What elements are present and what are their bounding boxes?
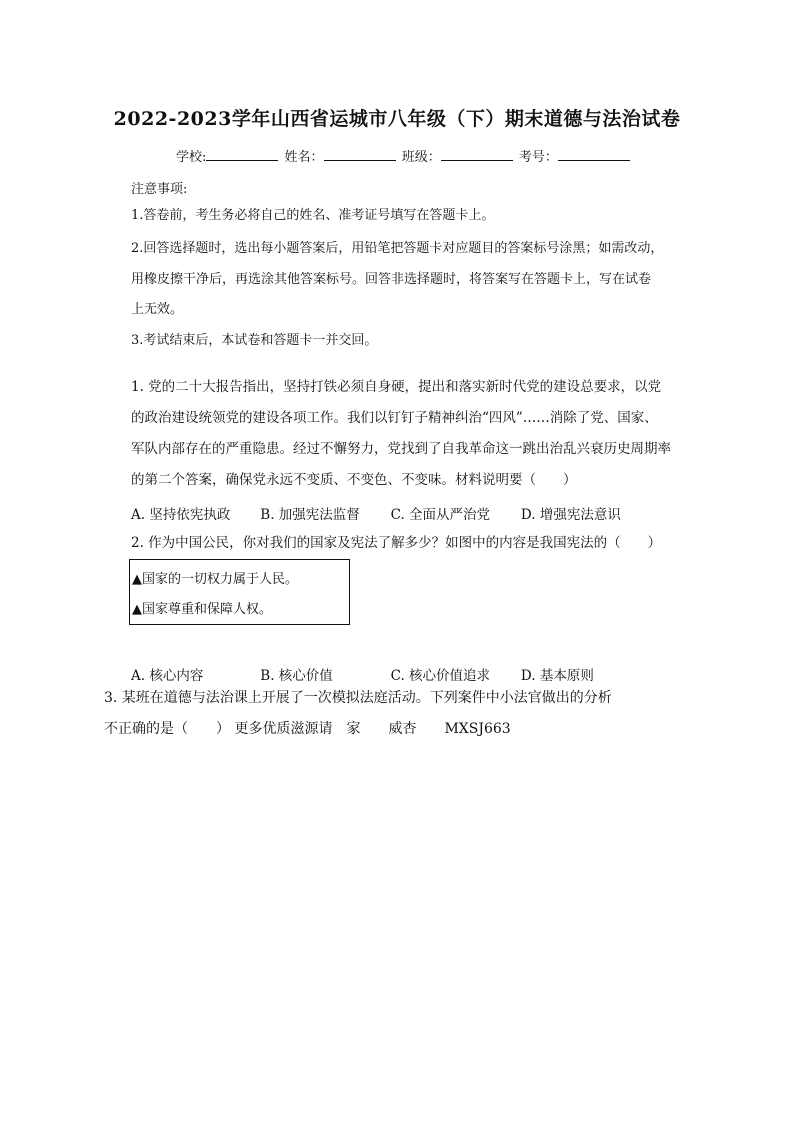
exam-no-label: 考号： bbox=[518, 150, 558, 165]
question-2-stem: 2. 作为中国公民，你对我们的国家及宪法了解多少？如图中的内容是我国宪法的（ ） bbox=[131, 535, 662, 551]
notes-item-2-cont: 用橡皮擦干净后，再选涂其他答案标号。回答非选择题时，将答案写在答题卡上，写在试卷 bbox=[131, 272, 652, 287]
notes-heading: 注意事项: bbox=[131, 182, 188, 197]
q2-option-c[interactable]: C. 核心价值追求 bbox=[390, 668, 491, 684]
student-info-line bbox=[176, 146, 656, 165]
question-1-options bbox=[131, 503, 621, 523]
question-3-line-2: 不正确的是（ ） 更多优质滋源请 家 威杏 MXSJ663 bbox=[104, 721, 511, 737]
question-3-line-1: 3. 某班在道德与法治课上开展了一次模拟法庭活动。下列案件中小法官做出的分析 bbox=[104, 690, 612, 706]
exam-title: 2022-2023学年山西省运城市八年级（下）期末道德与法治试卷 bbox=[113, 108, 681, 130]
q2-option-a[interactable]: A. 核心内容 bbox=[131, 668, 204, 684]
q2-option-d[interactable]: D. 基本原则 bbox=[520, 668, 594, 684]
q1-option-b[interactable]: B. 加强宪法监督 bbox=[260, 507, 360, 523]
q1-option-c[interactable]: C. 全面从严治党 bbox=[390, 507, 491, 523]
q2-box-line-1: ▲国家的一切权力属于人民。 bbox=[132, 572, 298, 587]
q2-box-line-2: ▲国家尊重和保障人权。 bbox=[132, 602, 272, 617]
class-label: 班级： bbox=[401, 150, 441, 165]
notes-item-3: 3.考试结束后，本试卷和答题卡一并交回。 bbox=[131, 333, 378, 348]
question-1-line-1: 1. 党的二十大报告指出，坚持打铁必须自身硬，提出和落实新时代党的建设总要求，以党 bbox=[131, 379, 662, 395]
school-blank[interactable] bbox=[206, 148, 278, 161]
q2-constitution-box bbox=[129, 559, 350, 625]
q2-option-b[interactable]: B. 核心价值 bbox=[260, 668, 333, 684]
school-label: 学校: bbox=[176, 150, 207, 165]
name-blank[interactable] bbox=[324, 148, 396, 161]
q1-option-d[interactable]: D. 增强宪法意识 bbox=[520, 507, 621, 523]
question-1-line-3: 军队内部存在的严重隐患。经过不懈努力，党找到了自我革命这一跳出治乱兴衰历史周期率 bbox=[131, 441, 671, 457]
class-blank[interactable] bbox=[441, 148, 513, 161]
name-label: 姓名： bbox=[284, 150, 324, 165]
notes-item-2-end: 上无效。 bbox=[131, 302, 184, 317]
exam-no-blank[interactable] bbox=[558, 148, 630, 161]
question-1-line-2: 的政治建设统领党的建设各项工作。我们以钉钉子精神纠治“四风”……消除了党、国家、 bbox=[131, 410, 658, 426]
q1-option-a[interactable]: A. 坚持依宪执政 bbox=[131, 507, 231, 523]
notes-item-1: 1.答卷前，考生务必将自己的姓名、准考证号填写在答题卡上。 bbox=[131, 208, 495, 223]
question-1-line-4: 的第二个答案，确保党永远不变质、不变色、不变味。材料说明要（ ） bbox=[131, 472, 577, 488]
question-2-options bbox=[131, 664, 594, 684]
notes-item-2: 2.回答选择题时，选出每小题答案后，用铅笔把答题卡对应题目的答案标号涂黑；如需改动， bbox=[131, 241, 664, 256]
